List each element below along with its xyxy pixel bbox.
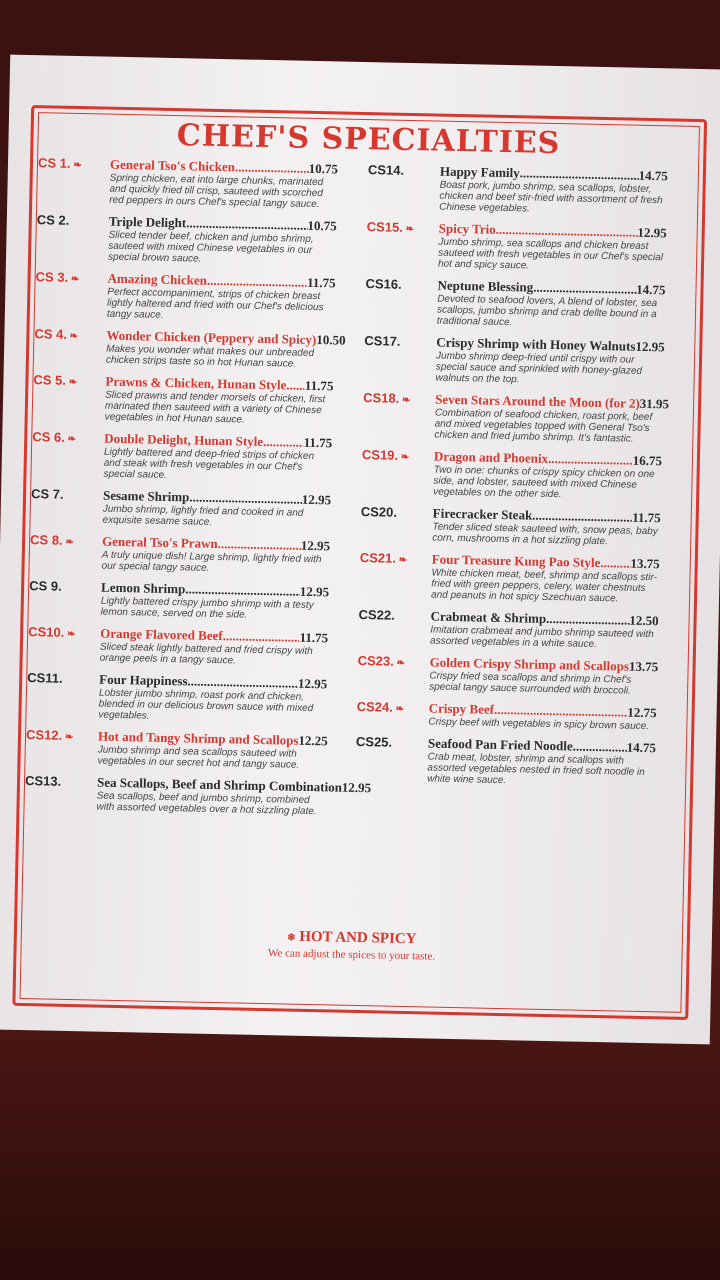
item-body: [429, 654, 658, 697]
item-name: Firecracker Steak: [432, 505, 533, 523]
chili-pepper-icon: ❧: [399, 394, 411, 407]
item-name: Double Delight, Hunan Style: [104, 430, 264, 449]
item-body: [430, 608, 659, 651]
item-code: [356, 734, 426, 750]
item-price: 14.75: [638, 167, 669, 184]
item-body: [438, 221, 667, 275]
chili-pepper-icon: ❄: [287, 932, 296, 944]
item-price: 12.95: [635, 338, 665, 355]
dot-leader: [223, 628, 300, 646]
dot-leader: [286, 377, 305, 393]
menu-item: [25, 727, 326, 771]
chili-pepper-icon: ❧: [402, 223, 415, 236]
item-price: 13.75: [630, 555, 660, 572]
item-name: Four Treasure Kung Pao Style: [431, 551, 601, 571]
chili-pepper-icon: ❧: [66, 330, 79, 343]
item-code-text: CS16.: [365, 276, 402, 292]
item-code: [361, 504, 431, 520]
item-description: Sea scallops, beef and jumbo shrimp, combined with assorted vegetables over a hot sizzling plate.: [96, 790, 317, 818]
item-code: [32, 429, 102, 445]
item-code-text: CS12.: [25, 727, 63, 743]
menu-item: [360, 504, 661, 548]
dot-leader: [573, 739, 627, 756]
item-code-text: CS22.: [358, 606, 395, 623]
item-description: Jumbo shrimp, sea scallops and chicken breast sauteed with fresh vegetables in our Chef's special hot and spicy sauce.: [437, 236, 664, 272]
item-code: [363, 390, 433, 406]
item-name: Crabmeat & Shrimp: [430, 608, 547, 626]
menu-page: [0, 55, 720, 1045]
item-body: [100, 626, 329, 669]
item-description: Perfect accompaniment, strips of chicken breast lightly haltered and fried with our Chef's delicious tangy sauce.: [106, 286, 324, 321]
chili-pepper-icon: ❧: [62, 536, 74, 549]
item-body: [108, 214, 337, 268]
dot-leader: [600, 555, 631, 572]
item-price: 12.95: [299, 583, 330, 600]
item-body: [109, 157, 338, 211]
item-description: Boast pork, jumbo shrimp, sea scallops, lobster, chicken and beef stir-fried with assortment of fresh Chinese vegetables.: [439, 179, 663, 215]
item-code-text: CS 6.: [32, 429, 65, 445]
dot-leader: [235, 159, 309, 177]
item-price: 11.75: [303, 434, 333, 451]
item-code: [35, 269, 105, 285]
item-price: 12.95: [301, 491, 332, 508]
item-price: 12.75: [627, 704, 657, 721]
item-code-text: CS14.: [367, 162, 405, 178]
item-code-text: CS 1.: [37, 155, 71, 171]
item-code-text: CS 8.: [29, 532, 63, 548]
item-description: White chicken meat, beef, shrimp and scallops stir-fried with green peppers, celery, water chestnuts and peanuts in hot spicy Szechuan sauce.: [430, 567, 658, 605]
item-price: 12.95: [297, 675, 328, 692]
item-description: Lightly battered and deep-fried strips of chicken and steak with fresh vegetables in our Chef's special sauce.: [103, 446, 315, 481]
item-name: Wonder Chicken (Peppery and Spicy): [106, 327, 317, 348]
item-code-text: CS20.: [360, 504, 398, 520]
item-price: 11.75: [306, 274, 336, 291]
item-body: [431, 552, 660, 606]
item-description: Makes you wonder what makes our unbreaded chicken strips taste so in hot Hunan sauce.: [105, 343, 315, 370]
item-price: 11.75: [299, 629, 329, 646]
item-name: Spicy Trio: [438, 220, 496, 237]
item-body: [96, 774, 372, 818]
item-code-text: CS 3.: [35, 269, 69, 285]
menu-item: [28, 624, 329, 668]
item-body: [439, 164, 668, 218]
dot-leader: [546, 611, 630, 629]
menu-item: [26, 670, 327, 725]
menu-item: [365, 276, 666, 331]
item-body: [97, 729, 326, 772]
item-code-text: CS 7.: [30, 486, 64, 502]
item-description: Imitation crabmeat and jumbo shrimp sauteed with assorted vegetables in a white sauce.: [429, 624, 654, 650]
item-code-text: CS19.: [361, 447, 399, 463]
chili-pepper-icon: ❧: [64, 628, 76, 641]
chili-pepper-icon: ❧: [62, 731, 74, 744]
item-code: [33, 372, 103, 388]
item-description: Sliced tender beef, chicken and jumbo shrimp, sauteed with mixed Chinese vegetables in our special brown sauce.: [107, 229, 314, 265]
item-description: Jumbo shrimp deep-fried until crispy with our special sauce and sprinkled with honey-glazed walnuts on the top.: [435, 350, 643, 386]
item-code: [30, 532, 100, 548]
chili-pepper-icon: ❧: [392, 703, 405, 715]
item-name: Happy Family: [439, 163, 520, 181]
menu-item: [29, 532, 330, 576]
item-body: [432, 506, 661, 549]
item-code: [358, 653, 428, 669]
item-price: 12.95: [637, 224, 667, 241]
chili-pepper-icon: ❧: [64, 433, 77, 446]
right-column: [355, 162, 668, 797]
item-code: [362, 447, 432, 463]
item-description: Sliced prawns and tender morsels of chicken, first marinated then sauteed with a variety of Chinese vegetables in hot Hunan sauce.: [104, 389, 326, 426]
menu-item: [37, 155, 338, 210]
left-column: [24, 155, 372, 825]
item-name: General Tso's Prawn: [101, 533, 218, 552]
item-code-text: CS10.: [28, 624, 65, 640]
item-body: [102, 488, 331, 531]
item-description: Tender sliced steak sauteed with, snow peas, baby corn, mushrooms in a hot sizzling plate.: [432, 521, 658, 548]
menu-item: [366, 219, 667, 274]
item-code: [25, 773, 95, 789]
item-name: Seafood Pan Fried Noodle: [427, 735, 573, 754]
item-body: [105, 374, 334, 428]
menu-item: [367, 162, 668, 217]
item-code: [37, 212, 107, 228]
item-body: [434, 391, 670, 446]
item-code: [365, 276, 435, 292]
item-code: [364, 333, 434, 349]
item-price: 10.75: [308, 160, 339, 177]
item-description: Devoted to seafood lovers, A blend of lobster, sea scallops, jumbo shrimp and crab dellte bound in a traditional sauce.: [436, 293, 658, 329]
menu-item: [33, 372, 334, 427]
item-name: Golden Crispy Shrimp and Scallops: [429, 654, 630, 674]
item-code-text: CS23.: [357, 652, 394, 669]
item-description: Jumbo shrimp and sea scallops sauteed with vegetables in our secret hot and tangy sauce.: [97, 744, 300, 771]
item-name: Orange Flavored Beef: [100, 625, 223, 644]
item-name: Crispy Beef: [428, 700, 495, 717]
item-code-text: CS 5.: [33, 372, 67, 388]
item-price: 11.75: [304, 377, 334, 394]
item-description: Crispy fried sea scallops and shrimp in Chef's special tangy sauce surrounded with broccoli.: [429, 670, 632, 697]
item-code-text: CS13.: [24, 773, 62, 789]
item-price: 12.95: [300, 537, 331, 554]
item-code-text: CS24.: [356, 698, 394, 715]
item-name: Lemon Shrimp: [100, 579, 186, 597]
item-code: [357, 699, 427, 715]
item-price: 10.75: [307, 217, 337, 234]
item-code: [28, 624, 98, 640]
menu-item: [359, 550, 660, 605]
menu-item: [356, 699, 656, 732]
item-price: 14.75: [636, 281, 666, 298]
item-body: [427, 735, 656, 789]
item-description: Two in one: chunks of crispy spicy chicken on one side, and lobster, sauteed with mixed Chinese vegetables on the other side.: [433, 464, 655, 501]
item-description: A truly unique dish! Large shrimp, lightly fried with our special tangy sauce.: [101, 549, 322, 574]
item-code: [358, 607, 428, 623]
menu-item: [35, 269, 336, 324]
chili-pepper-icon: ❧: [70, 159, 82, 172]
menu-item: [30, 486, 331, 530]
dot-leader: [263, 434, 304, 451]
chili-pepper-icon: ❧: [395, 554, 408, 566]
item-name: Seven Stars Around the Moon (for 2): [435, 391, 640, 411]
item-code-text: CS17.: [364, 333, 401, 349]
item-description: Jumbo shrimp, lightly fried and cooked in and exquisite sesame sauce.: [102, 503, 304, 528]
chili-pepper-icon: ❧: [393, 657, 406, 669]
item-code: [368, 162, 438, 178]
menu-item: [361, 447, 662, 502]
item-code-text: CS18.: [363, 390, 400, 406]
menu-item: [358, 607, 659, 651]
item-body: [433, 449, 662, 503]
item-name: Hot and Tangy Shrimp and Scallops: [97, 728, 299, 748]
item-code-text: CS15.: [366, 219, 404, 235]
menu-item: [362, 390, 670, 445]
menu-item: [357, 653, 658, 697]
item-name: Amazing Chicken: [107, 270, 208, 288]
item-code-text: CS 2.: [36, 212, 70, 228]
menu-item: [29, 578, 330, 622]
item-price: 11.75: [632, 509, 661, 526]
item-name: Crispy Shrimp with Honey Walnuts: [436, 334, 636, 354]
menu-item: [31, 429, 332, 484]
item-description: Crab meat, lobster, shrimp and scallops with assorted vegetables nested in fried soft noodle in white wine sauce.: [427, 751, 645, 787]
item-price: 12.25: [298, 732, 328, 749]
item-price: 13.75: [628, 658, 659, 675]
item-description: Lightly battered crispy jumbo shrimp with a testy lemon sauce, served on the side.: [100, 595, 314, 621]
item-body: [435, 335, 664, 389]
item-price: 10.50: [316, 332, 346, 348]
item-code: [360, 550, 430, 566]
menu-item: [34, 326, 346, 370]
item-code: [34, 326, 104, 342]
menu-item: [24, 773, 372, 818]
item-price: 12.95: [341, 779, 372, 796]
item-price: 16.75: [632, 452, 663, 469]
item-name: Triple Delight: [108, 213, 187, 231]
item-name: Prawns & Chicken, Hunan Style: [105, 373, 287, 393]
menu-item: [355, 734, 656, 789]
item-body: [101, 580, 330, 623]
item-body: [107, 271, 336, 325]
item-code: [367, 219, 437, 235]
item-name: Sea Scallops, Beef and Shrimp Combination: [96, 774, 343, 795]
item-code-text: CS21.: [359, 549, 397, 566]
dot-leader: [548, 451, 633, 469]
item-code-text: CS 9.: [29, 578, 62, 594]
item-description: Combination of seafood chicken, roast pork, beef and mixed vegetables topped with General Tso's chicken and fried jumbo shrimp. It's fantastic.: [434, 407, 653, 445]
item-body: [101, 534, 330, 577]
item-code-text: CS 4.: [34, 326, 68, 342]
item-description: Sliced steak lightly battered and fried crispy with orange peels in a tangy sauce.: [99, 641, 313, 667]
menu-item: [364, 333, 665, 388]
item-code-text: CS11.: [27, 670, 63, 686]
item-code: [26, 727, 96, 743]
item-description: Crispy beef with vegetables in spicy brown sauce.: [428, 716, 650, 733]
item-description: Lobster jumbo shrimp, roast pork and chicken, blended in our delicious brown sauce with mixed vegetables.: [98, 687, 314, 722]
item-description: Spring chicken, eat into large chunks, marinated and quickly fried till crisp, sauteed with scorched red peppers in ours Chef's special tangy sauce.: [109, 172, 324, 211]
item-code: [29, 578, 99, 594]
item-name: Sesame Shrimp: [102, 487, 190, 505]
item-name: Neptune Blessing: [437, 277, 534, 295]
chili-pepper-icon: ❧: [65, 376, 78, 389]
chili-pepper-icon: ❧: [397, 451, 410, 464]
item-body: [105, 327, 346, 371]
item-name: Four Happiness: [99, 671, 188, 689]
dot-leader: [217, 536, 300, 554]
item-price: 12.50: [629, 612, 659, 629]
item-name: General Tso's Chicken: [109, 156, 236, 175]
item-code: [38, 155, 108, 171]
menu-title: CHEF'S SPECIALTIES: [176, 118, 561, 162]
item-code: [27, 670, 97, 686]
item-code-text: CS25.: [355, 733, 393, 750]
item-body: [437, 278, 666, 332]
spicy-legend-note: We can adjust the spices to your taste.: [267, 947, 436, 963]
item-body: [428, 700, 657, 732]
item-name: Dragon and Phoenix: [433, 448, 549, 466]
chili-pepper-icon: ❧: [67, 273, 80, 286]
item-price: 14.75: [626, 739, 657, 756]
item-body: [103, 431, 332, 485]
item-code: [31, 486, 101, 502]
spicy-legend-label: HOT AND SPICY: [299, 928, 417, 948]
item-price: 31.95: [639, 395, 670, 412]
menu-item: [36, 212, 337, 267]
item-body: [98, 672, 327, 726]
